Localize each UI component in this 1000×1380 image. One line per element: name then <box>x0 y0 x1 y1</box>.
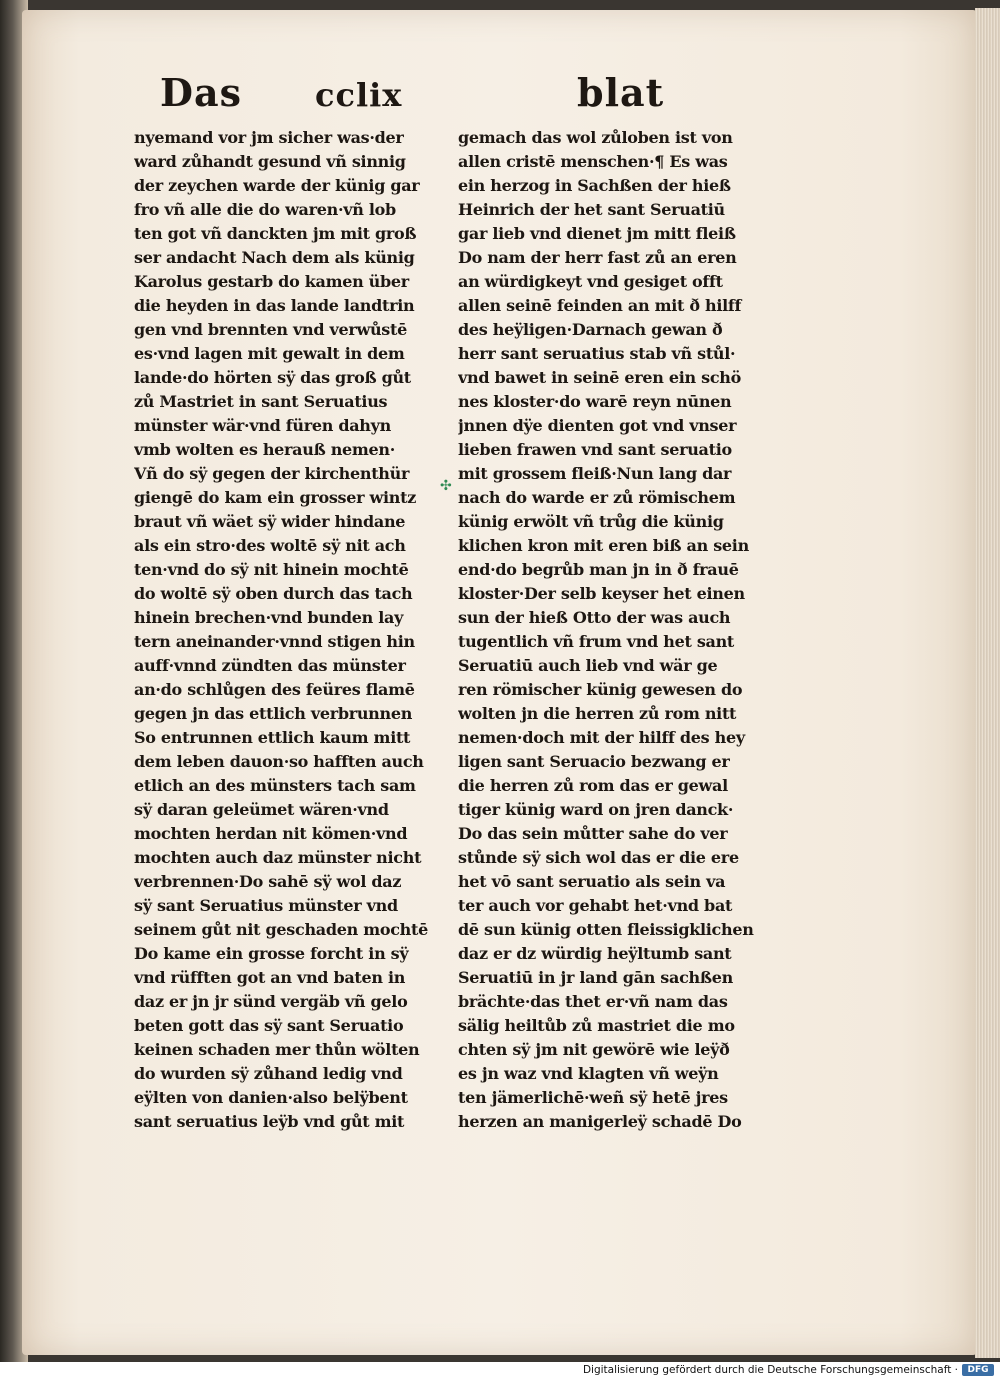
text-line: vnd rüfften got an vnd baten in <box>134 968 406 987</box>
text-line: allen seinē feinden an mit ð hilff <box>458 296 742 315</box>
text-line: sant seruatius leÿb vnd gůt mit <box>134 1112 405 1131</box>
text-line: Do kame ein grosse forcht in sÿ <box>134 944 409 963</box>
text-line: do woltē sÿ oben durch das tach <box>134 584 413 603</box>
text-line: an·do schlůgen des feüres flamē <box>134 680 415 699</box>
text-line: die herren zů rom das er gewal <box>458 776 728 795</box>
text-line: allen cristē menschen·¶ Es was <box>458 152 728 171</box>
text-line: dē sun künig otten fleissigklichen <box>458 920 754 939</box>
text-line: ser andacht Nach dem als künig <box>134 248 415 267</box>
text-line: ward zůhandt gesund vñ sinnig <box>134 152 406 171</box>
text-line: sÿ daran geleümet wären·vnd <box>134 800 389 819</box>
text-line: vnd bawet in seinē eren ein schö <box>458 368 741 387</box>
text-line: mit grossem fleiß·Nun lang dar <box>458 464 732 483</box>
text-line: wolten jn die herren zů rom nitt <box>458 704 737 723</box>
text-line: Vñ do sÿ gegen der kirchenthür <box>134 464 410 483</box>
text-line: sälig heiltůb zů mastriet die mo <box>458 1016 735 1035</box>
text-line: der zeychen warde der künig gar <box>134 176 420 195</box>
text-line: giengē do kam ein grosser wintz <box>134 488 417 507</box>
text-line: sÿ sant Seruatius münster vnd <box>134 896 398 915</box>
text-line: Do nam der herr fast zů an eren <box>458 248 737 267</box>
text-line: Do das sein můtter sahe do ver <box>458 824 728 843</box>
text-line: auff·vnnd zündten das münster <box>134 656 406 675</box>
text-line: es·vnd lagen mit gewalt in dem <box>134 344 405 363</box>
dfg-logo-icon: DFG <box>962 1364 994 1376</box>
text-line: gar lieb vnd dienet jm mitt fleiß <box>458 224 736 243</box>
text-line: nyemand vor jm sicher was·der <box>134 128 404 147</box>
text-line: gen vnd brennten vnd verwůstē <box>134 320 407 339</box>
text-line: chten sÿ jm nit gewörē wie leÿð <box>458 1040 730 1059</box>
text-line: stůnde sÿ sich wol das er die ere <box>458 848 739 867</box>
text-line: nemen·doch mit der hilff des hey <box>458 728 745 747</box>
text-line: ten·vnd do sÿ nit hinein mochtē <box>134 560 409 579</box>
text-line: mochten auch daz münster nicht <box>134 848 422 867</box>
text-line: kloster·Der selb keyser het einen <box>458 584 745 603</box>
text-line: vmb wolten es herauß nemen· <box>134 440 396 459</box>
text-line: künig erwölt vñ trůg die künig <box>458 512 724 531</box>
folio-number: cclix <box>315 76 403 114</box>
text-line: daz er dz würdig heÿltumb sant <box>458 944 732 963</box>
margin-mark-icon: ✣ <box>440 478 452 494</box>
running-head-right: blat <box>577 70 665 115</box>
text-line: brächte·das thet er·vñ nam das <box>458 992 728 1011</box>
text-line: die heyden in das lande landtrin <box>134 296 415 315</box>
text-line: herr sant seruatius stab vñ stůl· <box>458 344 736 363</box>
text-line: So entrunnen ettlich kaum mitt <box>134 728 411 747</box>
text-line: zů Mastriet in sant Seruatius <box>134 392 388 411</box>
text-line: nes kloster·do warē reyn nūnen <box>458 392 732 411</box>
text-line: etlich an des münsters tach sam <box>134 776 416 795</box>
text-line: Heinrich der het sant Seruatiū <box>458 200 725 219</box>
text-line: gegen jn das ettlich verbrunnen <box>134 704 413 723</box>
text-line: dem leben dauon·so hafften auch <box>134 752 424 771</box>
text-line: lande·do hörten sÿ das groß gůt <box>134 368 411 387</box>
text-line: fro vñ alle die do waren·vñ lob <box>134 200 396 219</box>
text-line: do wurden sÿ zůhand ledig vnd <box>134 1064 403 1083</box>
text-line: ligen sant Seruacio bezwang er <box>458 752 730 771</box>
text-line: keinen schaden mer thůn wölten <box>134 1040 420 1059</box>
text-line: ten got vñ danckten jm mit groß <box>134 224 417 243</box>
text-line: ten jämerlichē·weñ sÿ hetē jres <box>458 1088 728 1107</box>
text-line: Seruatiū in jr land gān sachßen <box>458 968 733 987</box>
text-line: herzen an manigerleÿ schadē Do <box>458 1112 742 1131</box>
footer-credit: Digitalisierung gefördert durch die Deutsche Forschungsgemeinschaft · <box>582 1364 958 1376</box>
text-line: ren römischer künig gewesen do <box>458 680 743 699</box>
text-line: daz er jn jr sünd vergäb vñ gelo <box>134 992 408 1011</box>
text-line: verbrennen·Do sahē sÿ wol daz <box>134 872 402 891</box>
text-line: lieben frawen vnd sant seruatio <box>458 440 732 459</box>
text-line: end·do begrůb man jn in ð frauē <box>458 560 739 579</box>
text-line: Karolus gestarb do kamen über <box>134 272 409 291</box>
text-line: münster wär·vnd füren dahyn <box>134 416 391 435</box>
page-edges <box>975 8 1000 1358</box>
text-column-right <box>458 126 763 1134</box>
running-head-left: Das <box>160 70 242 115</box>
text-line: Seruatiū auch lieb vnd wär ge <box>458 656 718 675</box>
text-line: tern aneinander·vnnd stigen hin <box>134 632 415 651</box>
text-line: es jn waz vnd klagten vñ weÿn <box>458 1064 719 1083</box>
text-line: klichen kron mit eren biß an sein <box>458 536 749 555</box>
text-line: sun der hieß Otto der was auch <box>458 608 731 627</box>
text-line: tiger künig ward on jren danck· <box>458 800 734 819</box>
text-line: tugentlich vñ frum vnd het sant <box>458 632 735 651</box>
text-line: jnnen dÿe dienten got vnd vnser <box>458 416 737 435</box>
text-line: ein herzog in Sachßen der hieß <box>458 176 731 195</box>
text-line: beten gott das sÿ sant Seruatio <box>134 1016 404 1035</box>
text-line: braut vñ wäet sÿ wider hindane <box>134 512 406 531</box>
text-line: nach do warde er zů römischem <box>458 488 736 507</box>
text-line: mochten herdan nit kömen·vnd <box>134 824 408 843</box>
text-line: an würdigkeyt vnd gesiget offt <box>458 272 723 291</box>
text-line: als ein stro·des woltē sÿ nit ach <box>134 536 406 555</box>
text-line: eÿlten von danien·also belÿbent <box>134 1088 408 1107</box>
text-line: het vō sant seruatio als sein va <box>458 872 726 891</box>
text-column-left <box>134 126 434 1134</box>
text-line: seinem gůt nit geschaden mochtē <box>134 920 428 939</box>
text-line: ter auch vor gehabt het·vnd bat <box>458 896 733 915</box>
text-line: hinein brechen·vnd bunden lay <box>134 608 404 627</box>
text-line: des heÿligen·Darnach gewan ð <box>458 320 723 339</box>
text-line: gemach das wol zůloben ist von <box>458 128 733 147</box>
